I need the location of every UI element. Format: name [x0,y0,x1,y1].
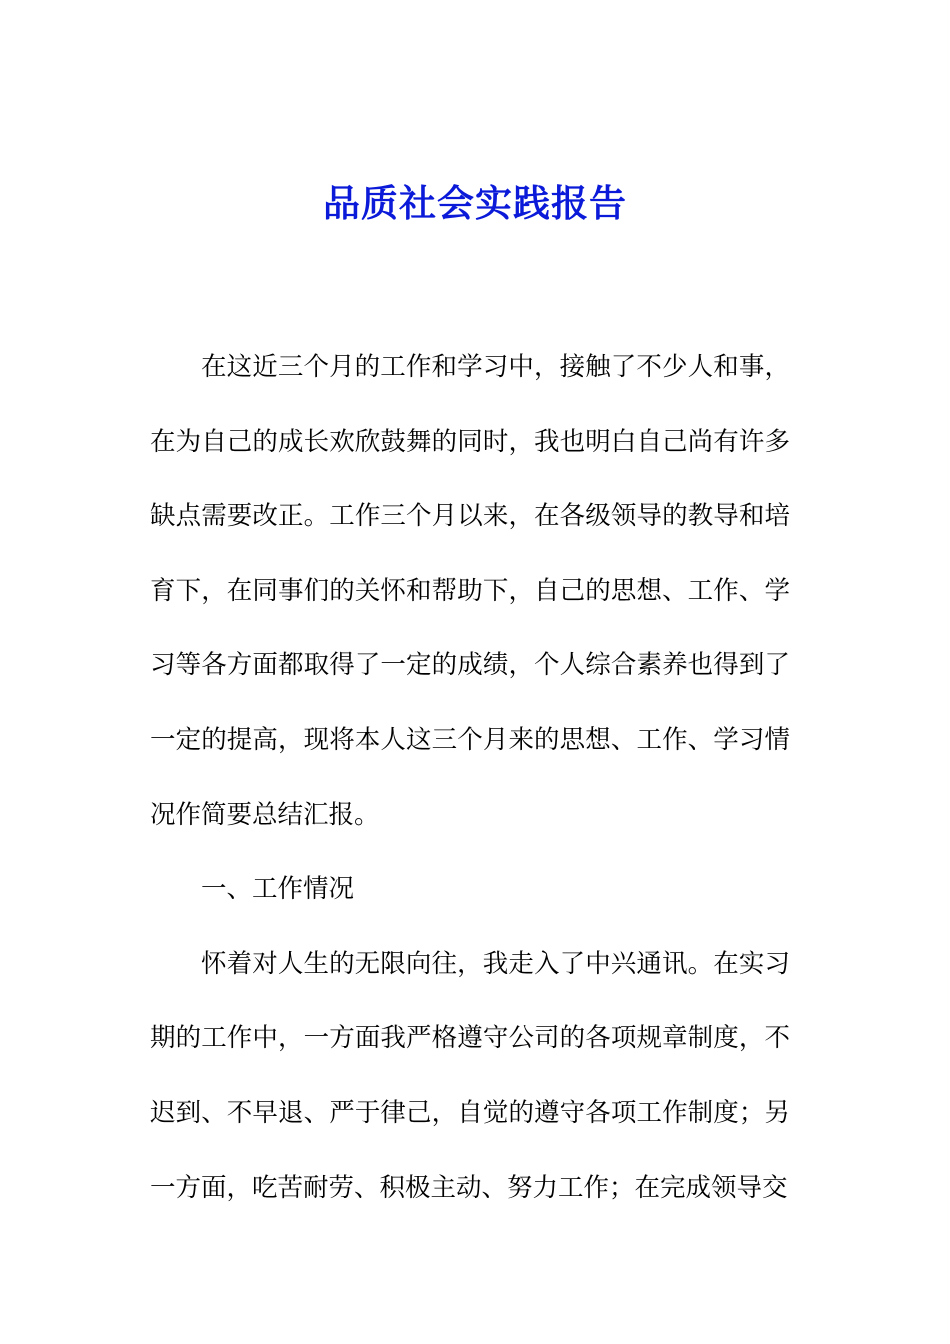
paragraph-work: 怀着对人生的无限向往，我走入了中兴通讯。在实习期的工作中，一方面我严格遵守公司的各项规章制度，不迟到、不早退、严于律己，自觉的遵守各项工作制度；另一方面，吃苦耐劳、积极主动、努力工作；在完成领导交 [150,948,790,1203]
paragraph-intro: 在这近三个月的工作和学习中，接触了不少人和事，在为自己的成长欢欣鼓舞的同时，我也明白自己尚有许多缺点需要改正。工作三个月以来，在各级领导的教导和培育下，在同事们的关怀和帮助下，自己的思想、工作、学习等各方面都取得了一定的成绩，个人综合素养也得到了一定的提高，现将本人这三个月来的思想、工作、学习情况作简要总结汇报。 [150,352,790,830]
section-heading-work: 一、工作情况 [201,874,355,905]
document-body [150,330,790,1225]
document-title: 品质社会实践报告 [323,181,627,225]
